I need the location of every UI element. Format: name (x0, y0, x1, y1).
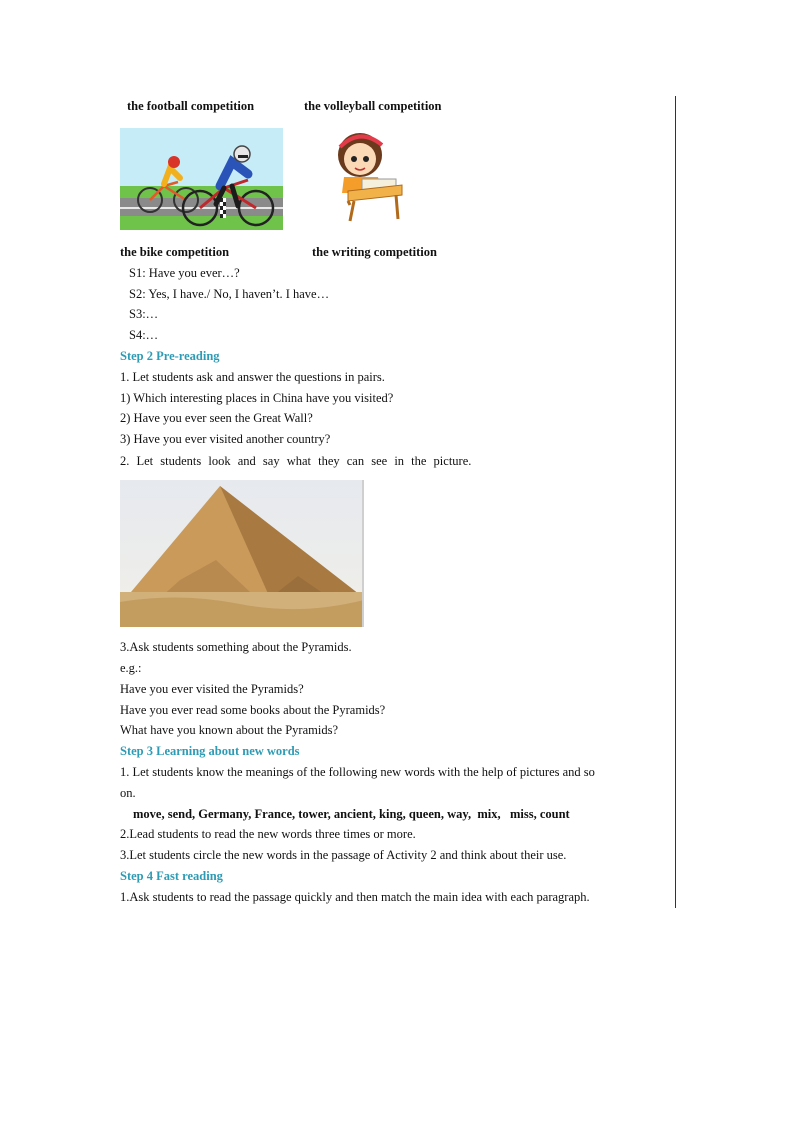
step3-item3: 3.Let students circle the new words in the passage of Activity 2 and think about their use. (120, 848, 567, 862)
page-border-line (675, 96, 676, 908)
caption-football: the football competition (127, 99, 255, 113)
step4-item1: 1.Ask students to read the passage quickly and then match the main idea with each paragraph. (120, 890, 590, 904)
dialogue-s3: S3:… (129, 307, 159, 321)
step2-item2: 2. Let students look and say what they can see in the picture. (120, 454, 472, 468)
step2-q3: 3) Have you ever visited another country? (120, 432, 331, 446)
bike-race-image (120, 128, 283, 230)
writing-girl-image (328, 127, 404, 223)
dialogue-s2: S2: Yes, I have./ No, I haven’t. I have… (129, 287, 330, 301)
step2-q1: 1) Which interesting places in China have you visited? (120, 391, 394, 405)
pyramid-image (120, 480, 364, 627)
caption-bike: the bike competition (120, 245, 230, 259)
step2-q2: 2) Have you ever seen the Great Wall? (120, 411, 313, 425)
step4-heading: Step 4 Fast reading (120, 869, 223, 883)
caption-volleyball: the volleyball competition (304, 99, 442, 113)
step3-words: move, send, Germany, France, tower, ancient, king, queen, way, mix, miss, count (133, 807, 570, 821)
step3-item1a: 1. Let students know the meanings of the following new words with the help of pictures and so (120, 765, 595, 779)
step2-e1: Have you ever visited the Pyramids? (120, 682, 304, 696)
step3-item1b: on. (120, 786, 136, 800)
dialogue-s4: S4:… (129, 328, 159, 342)
step2-e3: What have you known about the Pyramids? (120, 723, 339, 737)
caption-writing: the writing competition (312, 245, 437, 259)
step2-eg: e.g.: (120, 661, 142, 675)
dialogue-s1: S1: Have you ever…? (129, 266, 240, 280)
step2-item3: 3.Ask students something about the Pyramids. (120, 640, 352, 654)
step2-item1: 1. Let students ask and answer the questions in pairs. (120, 370, 385, 384)
step2-e2: Have you ever read some books about the Pyramids? (120, 703, 386, 717)
step2-heading: Step 2 Pre-reading (120, 349, 220, 363)
step3-item2: 2.Lead students to read the new words three times or more. (120, 827, 416, 841)
step3-heading: Step 3 Learning about new words (120, 744, 300, 758)
